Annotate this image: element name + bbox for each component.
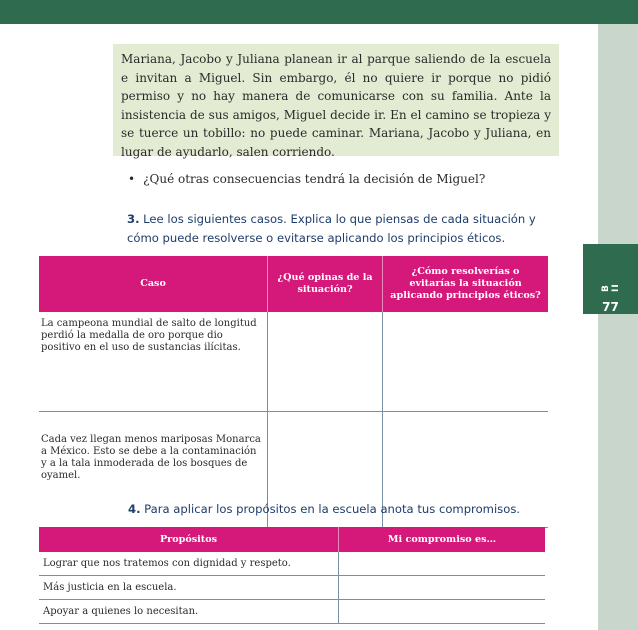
section-3-number: 3. <box>127 212 140 226</box>
header-propositos: Propósitos <box>39 527 339 552</box>
case-cell: Cada vez llegan menos mariposas Monarca a México. Esto se debe a la contaminación y a la tala inmoderada de los bosques de oyamel. <box>39 412 268 528</box>
bullet-text: ¿Qué otras consecuencias tendrá la decisión de Miguel? <box>143 172 486 186</box>
section-3-heading <box>127 210 567 248</box>
question-bullet <box>128 172 485 186</box>
table-row <box>39 576 545 600</box>
section-4-title: Para aplicar los propósitos en la escuela anota tus compromisos. <box>144 502 521 516</box>
purpose-cell: Apoyar a quienes lo necesitan. <box>39 600 339 624</box>
header-caso: Caso <box>39 256 268 312</box>
section-4-number: 4. <box>128 502 141 516</box>
cases-header-row <box>39 256 548 312</box>
table-row <box>39 552 545 576</box>
table-row <box>39 600 545 624</box>
commitment-cell[interactable] <box>339 576 546 600</box>
header-opinion: ¿Qué opinas de la situación? <box>268 256 383 312</box>
commitments-table <box>39 527 545 624</box>
header-resolve: ¿Cómo resolverías o evitarías la situación aplicando principios éticos? <box>383 256 548 312</box>
header-compromiso: Mi compromiso es… <box>339 527 546 552</box>
side-margin-strip <box>598 24 638 630</box>
top-color-bar <box>0 0 638 24</box>
cases-table <box>39 256 548 528</box>
commitments-header-row <box>39 527 545 552</box>
opinion-cell[interactable] <box>268 312 383 412</box>
section-3-title: Lee los siguientes casos. Explica lo que piensas de cada situación y cómo puede resolverse o evitarse aplicando los principios éticos. <box>127 212 536 245</box>
purpose-cell: Lograr que nos tratemos con dignidad y respeto. <box>39 552 339 576</box>
story-box: Mariana, Jacobo y Juliana planean ir al parque saliendo de la escuela e invitan a Miguel. Sin embargo, él no quiere ir porque no pidió permiso y no hay manera de comunicarse con su familia. Ante la insistencia de sus amigos, Miguel decide ir. En el camino se tropieza y se tuerce un tobillo: no puede caminar. Mariana, Jacobo y Juliana, en lugar de ayudarlo, salen corriendo. <box>113 44 559 156</box>
section-4-heading <box>128 502 520 516</box>
resolve-cell[interactable] <box>383 312 548 412</box>
case-cell: La campeona mundial de salto de longitud perdió la medalla de oro porque dio positivo en el uso de sustancias ilícitas. <box>39 312 268 412</box>
purpose-cell: Más justicia en la escuela. <box>39 576 339 600</box>
commitment-cell[interactable] <box>339 552 546 576</box>
commitment-cell[interactable] <box>339 600 546 624</box>
bullet-dot: • <box>128 172 136 186</box>
block-tab <box>583 244 638 314</box>
block-label: B II <box>600 283 621 292</box>
table-row <box>39 312 548 412</box>
page-number: 77 <box>602 300 619 314</box>
